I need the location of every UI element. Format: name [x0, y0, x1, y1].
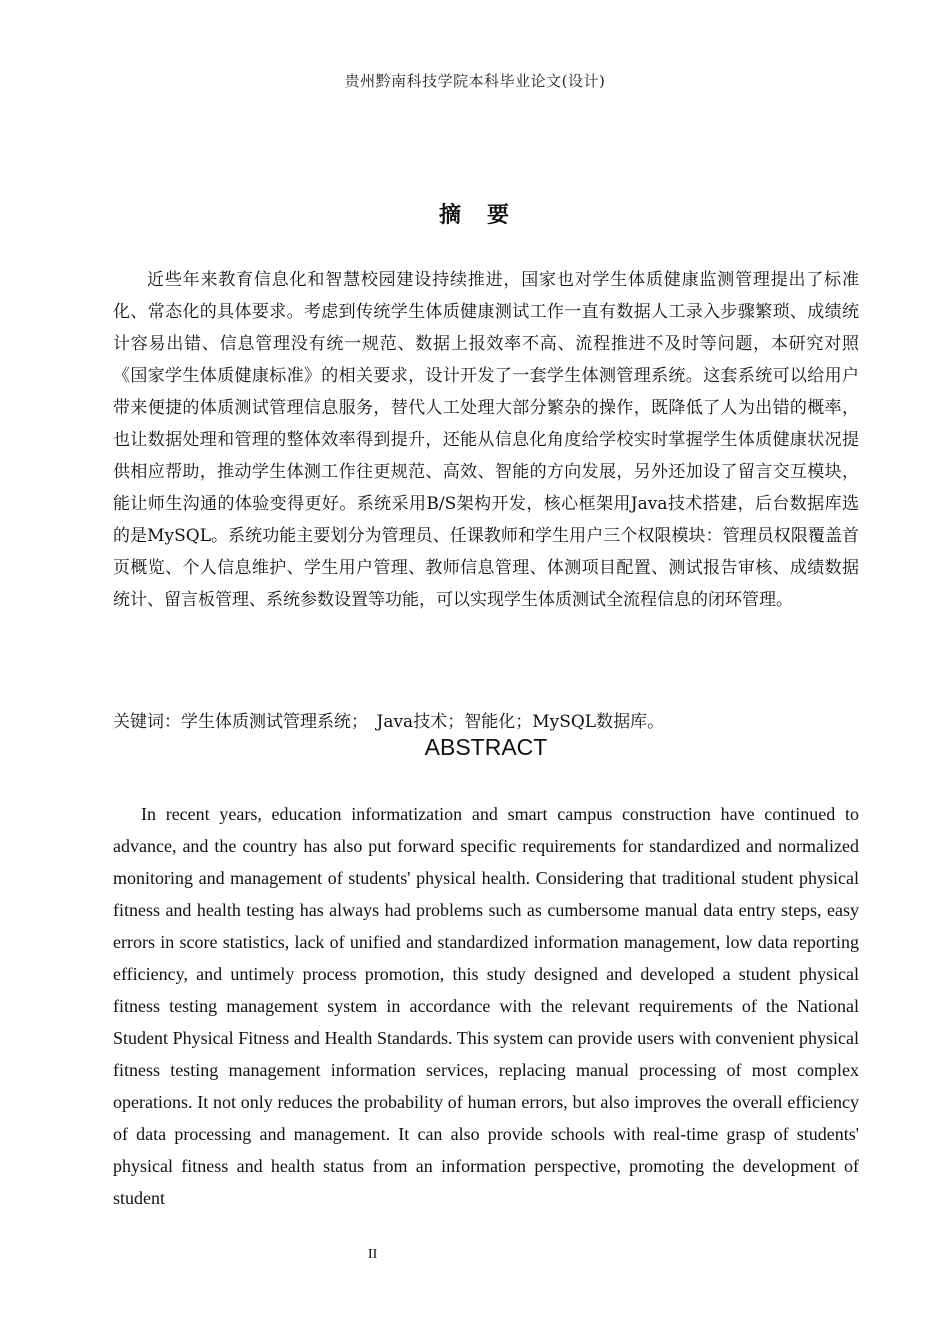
page-header: 贵州黔南科技学院本科毕业论文(设计): [344, 72, 606, 90]
page-number: II: [368, 1247, 378, 1262]
english-abstract-body: In recent years, education informatization and smart campus construction have continued to advance, and the country has also put forward specific requirements for standardized and normalized monitoring and management of students' physical health. Considering that traditional student physical fitness and health testing has always had problems such as cumbersome manual data entry steps, easy errors in score statistics, lack of unified and standardized information management, low data reporting efficiency, and untimely process promotion, this study designed and developed a student physical fitness testing management system in accordance with the relevant requirements of the National Student Physical Fitness and Health Standards. This system can provide users with convenient physical fitness testing management information services, replacing manual processing of most complex operations. It not only reduces the probability of human errors, but also improves the overall efficiency of data processing and management. It can also provide schools with real-time grasp of students' physical fitness and health status from an information perspective, promoting the development of student: [113, 804, 859, 1208]
chinese-abstract-title: 摘 要: [438, 203, 511, 228]
chinese-keywords: 关键词：学生体质测试管理系统； Java技术；智能化；MySQL数据库。: [113, 712, 665, 732]
english-abstract-title: ABSTRACT: [424, 734, 548, 760]
chinese-abstract-body: 近些年来教育信息化和智慧校园建设持续推进，国家也对学生体质健康监测管理提出了标准化、常态化的具体要求。考虑到传统学生体质健康测试工作一直有数据人工录入步骤繁琐、成绩统计容易出错、信息管理没有统一规范、数据上报效率不高、流程推进不及时等问题，本研究对照《国家学生体质健康标准》的相关要求，设计开发了一套学生体测管理系统。这套系统可以给用户带来便捷的体质测试管理信息服务，替代人工处理大部分繁杂的操作，既降低了人为出错的概率，也让数据处理和管理的整体效率得到提升，还能从信息化角度给学校实时掌握学生体质健康状况提供相应帮助，推动学生体测工作往更规范、高效、智能的方向发展，另外还加设了留言交互模块，能让师生沟通的体验变得更好。系统采用B/S架构开发，核心框架用Java技术搭建，后台数据库选的是MySQL。系统功能主要划分为管理员、任课教师和学生用户三个权限模块：管理员权限覆盖首页概览、个人信息维护、学生用户管理、教师信息管理、体测项目配置、测试报告审核、成绩数据统计、留言板管理、系统参数设置等功能，可以实现学生体质测试全流程信息的闭环管理。: [113, 270, 859, 610]
